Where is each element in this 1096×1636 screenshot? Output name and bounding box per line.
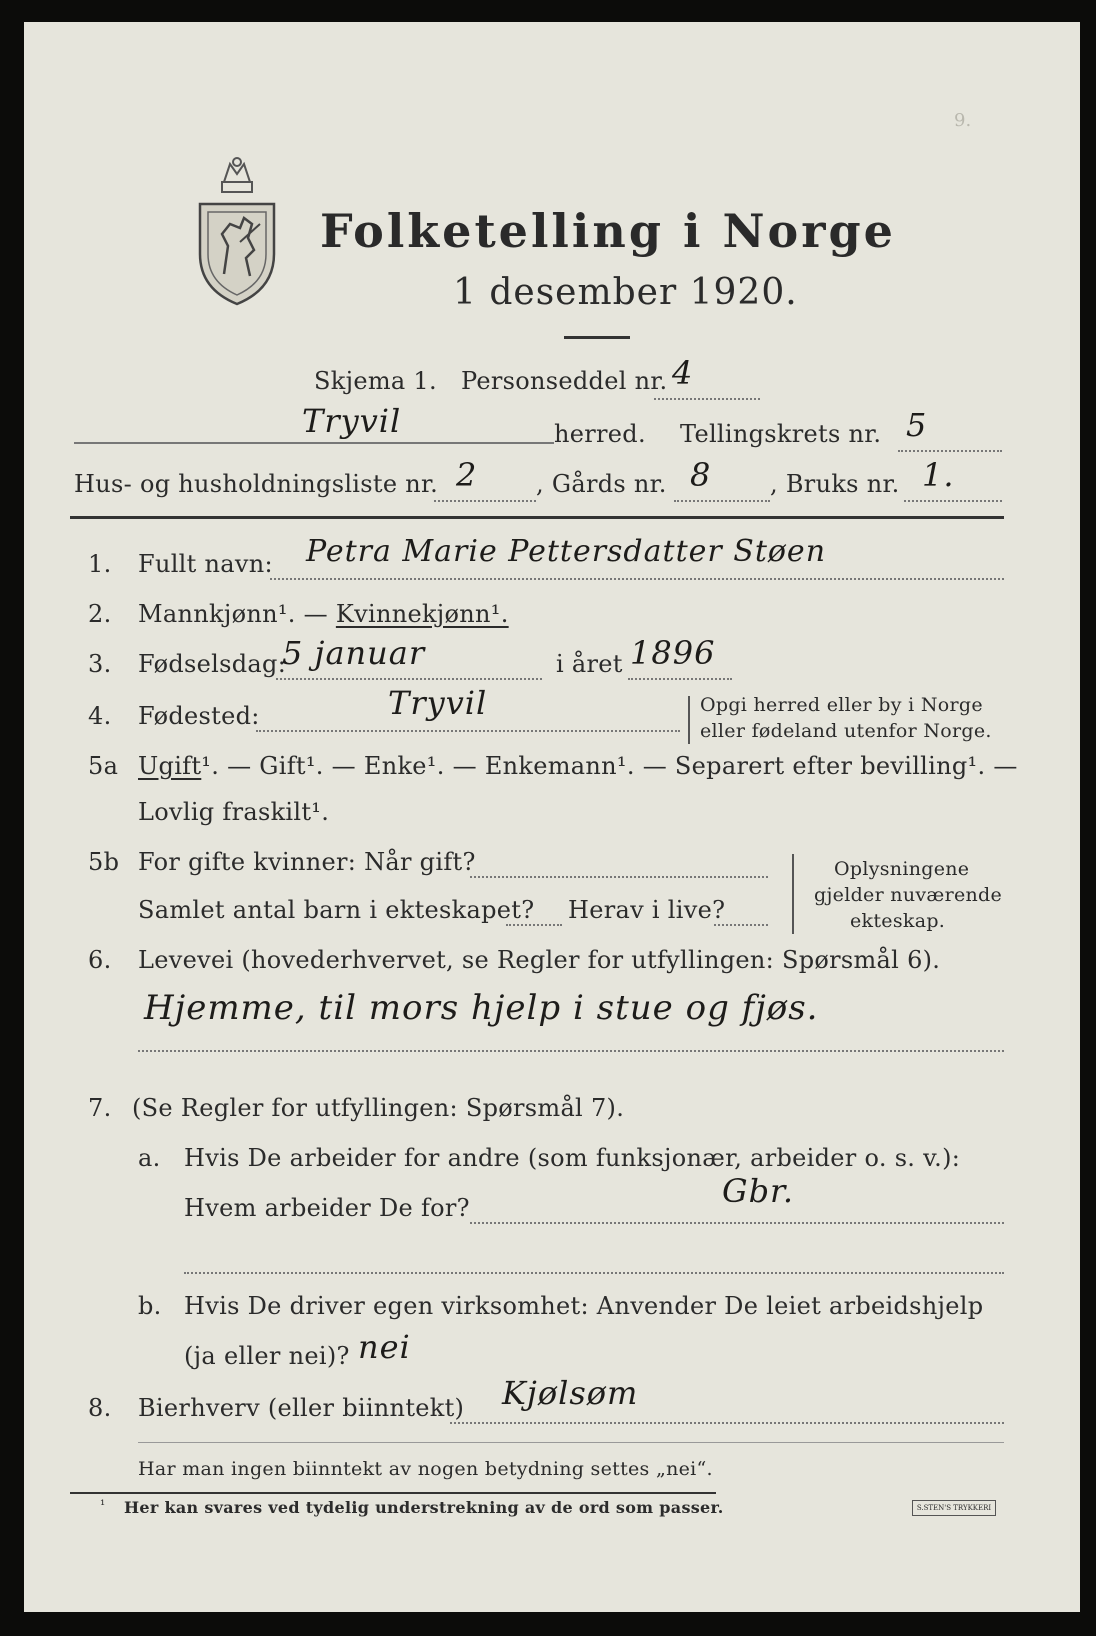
- q4-number: 4.: [88, 702, 112, 730]
- q2-sex-options: [138, 600, 509, 628]
- printer-stamp: S.STEN'S TRYKKERI: [912, 1500, 996, 1516]
- q7b-line2: (ja eller nei)?: [184, 1342, 350, 1370]
- personseddel-field-line: [654, 398, 760, 400]
- q5b-note-line2: gjelder nuværende: [814, 884, 1003, 906]
- header-divider: [70, 516, 1004, 519]
- q3-year-value[interactable]: 1896: [630, 634, 716, 672]
- gards-field-line: [674, 500, 770, 502]
- skjema-label: Skjema 1.: [314, 367, 437, 395]
- personseddel-label: Personseddel nr.: [461, 367, 668, 395]
- q3-field-line: [276, 678, 542, 680]
- herred-value[interactable]: Tryvil: [302, 402, 402, 440]
- q5b-alive-field-line: [714, 924, 768, 926]
- q5b-note-line1: Oplysningene: [834, 858, 970, 880]
- q6-label: Levevei (hovederhvervet, se Regler for utfyllingen: Spørsmål 6).: [138, 946, 941, 974]
- footnote-divider: [70, 1492, 716, 1494]
- q1-full-name-value[interactable]: Petra Marie Pettersdatter Støen: [306, 534, 827, 569]
- bleed-through: 9.: [954, 110, 972, 131]
- q2-separator: —: [295, 600, 336, 628]
- no-income-note: Har man ingen biinntekt av nogen betydning settes „nei“.: [138, 1458, 713, 1480]
- q8-number: 8.: [88, 1394, 112, 1422]
- q5b-number: 5b: [88, 848, 120, 876]
- q3-year-label: i året: [556, 650, 623, 678]
- q1-number: 1.: [88, 550, 112, 578]
- herred-label: herred.: [554, 420, 646, 448]
- husholdningsliste-value[interactable]: 2: [456, 456, 478, 494]
- q7b-line1: Hvis De driver egen virksomhet: Anvender De leiet arbeidshjelp: [184, 1292, 984, 1320]
- q5b-alive-label: Herav i live?: [568, 896, 726, 924]
- q5b-children-field-line: [506, 924, 562, 926]
- husholdningsliste-label: Hus- og husholdningsliste nr.: [74, 470, 439, 498]
- form-title: Folketelling i Norge: [320, 204, 896, 258]
- tellingskrets-label: Tellingskrets nr.: [680, 420, 882, 448]
- q7-number: 7.: [88, 1094, 112, 1122]
- gards-label: , Gårds nr.: [536, 470, 667, 498]
- note-divider: [138, 1442, 1004, 1443]
- q2-female-option[interactable]: Kvinnekjønn¹.: [335, 600, 509, 628]
- q4-note-bracket: [688, 696, 690, 744]
- q3-label: Fødselsdag:: [138, 650, 287, 678]
- q6-field-line: [138, 1050, 1004, 1052]
- q4-field-line: [256, 730, 680, 732]
- tellingskrets-field-line: [898, 450, 1002, 452]
- coat-of-arms-icon: [194, 154, 280, 310]
- footnote-text: Her kan svares ved tydelig understrekning av de ord som passer.: [124, 1498, 724, 1517]
- q8-label: Bierhverv (eller biinntekt): [138, 1394, 465, 1422]
- q5a-ugift-option[interactable]: Ugift: [138, 752, 202, 780]
- personseddel-value[interactable]: 4: [672, 354, 694, 392]
- q6-number: 6.: [88, 946, 112, 974]
- herred-field-line: [74, 442, 554, 444]
- q5b-when-married-label: For gifte kvinner: Når gift?: [138, 848, 476, 876]
- census-form: [24, 22, 1080, 1612]
- q7a-field-line-2: [184, 1272, 1004, 1274]
- title-divider: [564, 336, 630, 339]
- q8-secondary-occupation-value[interactable]: Kjølsøm: [502, 1374, 639, 1412]
- q6-occupation-value[interactable]: Hjemme, til mors hjelp i stue og fjøs.: [144, 988, 819, 1028]
- q7b-answer-value[interactable]: nei: [358, 1328, 411, 1366]
- bruks-value[interactable]: 1.: [922, 456, 955, 494]
- q5b-children-label: Samlet antal barn i ekteskapet?: [138, 896, 535, 924]
- q7b-letter: b.: [138, 1292, 162, 1320]
- q2-number: 2.: [88, 600, 112, 628]
- q2-male-option[interactable]: Mannkjønn¹.: [138, 600, 296, 628]
- census-date: 1 desember 1920.: [453, 272, 798, 313]
- husholdningsliste-field-line: [434, 500, 536, 502]
- tellingskrets-value[interactable]: 5: [906, 406, 928, 444]
- q7a-line2: Hvem arbeider De for?: [184, 1194, 470, 1222]
- bruks-label: , Bruks nr.: [770, 470, 900, 498]
- q3-birthdate-value[interactable]: 5 januar: [282, 634, 426, 672]
- q3-year-field-line: [628, 678, 732, 680]
- q5b-note-line3: ekteskap.: [850, 910, 946, 932]
- footnote-mark: ¹: [100, 1498, 106, 1513]
- q5b-note-bracket: [792, 854, 794, 934]
- q5a-other-options[interactable]: ¹. — Gift¹. — Enke¹. — Enkemann¹. — Separert efter bevilling¹. —: [201, 752, 1018, 780]
- q4-note-line1: Opgi herred eller by i Norge: [700, 694, 983, 716]
- q5b-when-married-field-line: [470, 876, 768, 878]
- q7a-field-line: [470, 1222, 1004, 1224]
- q7-label: (Se Regler for utfyllingen: Spørsmål 7).: [132, 1094, 625, 1122]
- q7a-line1: Hvis De arbeider for andre (som funksjonær, arbeider o. s. v.):: [184, 1144, 961, 1172]
- q3-number: 3.: [88, 650, 112, 678]
- q7a-employer-value[interactable]: Gbr.: [722, 1172, 794, 1210]
- q5a-options: [138, 752, 1018, 780]
- q1-label: Fullt navn:: [138, 550, 273, 578]
- q7a-letter: a.: [138, 1144, 161, 1172]
- q5a-number: 5a: [88, 752, 119, 780]
- q4-birthplace-value[interactable]: Tryvil: [388, 684, 488, 722]
- q4-label: Fødested:: [138, 702, 260, 730]
- q1-field-line: [270, 578, 1004, 580]
- q5a-line2[interactable]: Lovlig fraskilt¹.: [138, 798, 330, 826]
- bruks-field-line: [904, 500, 1002, 502]
- q8-field-line: [450, 1422, 1004, 1424]
- q4-note-line2: eller fødeland utenfor Norge.: [700, 720, 992, 742]
- gards-value[interactable]: 8: [690, 456, 712, 494]
